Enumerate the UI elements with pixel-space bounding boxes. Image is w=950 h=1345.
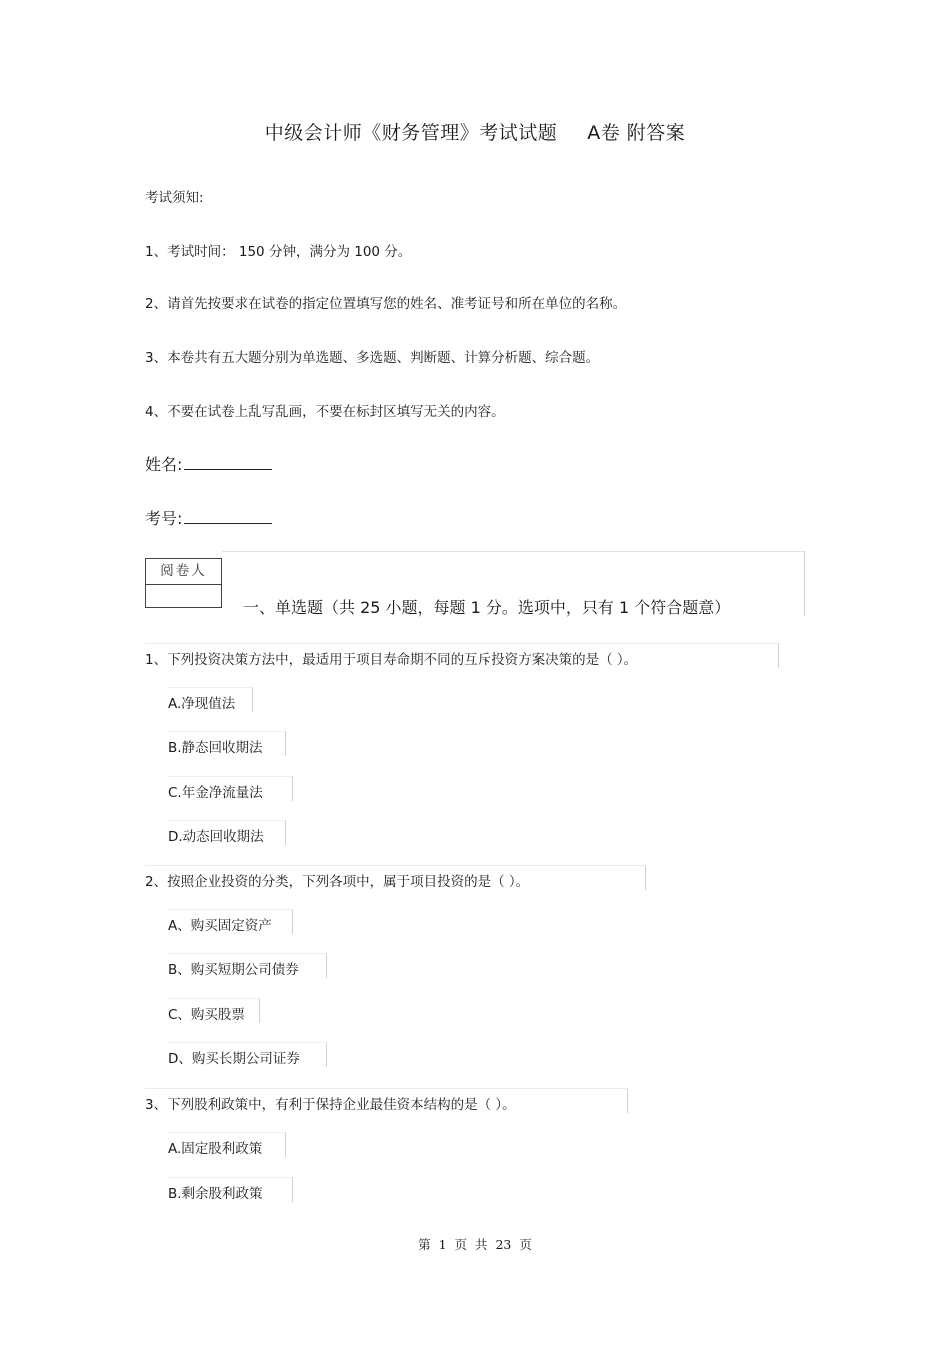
page-footer: 第 1 页 共 23 页 bbox=[418, 1237, 532, 1252]
notice-item: 3、本卷共有五大题分别为单选题、多选题、判断题、计算分析题、综合题。 bbox=[145, 350, 600, 366]
exam-id-label: 考号: bbox=[145, 509, 183, 528]
option-item[interactable]: A、购买固定资产 bbox=[168, 918, 272, 934]
notice-item: 1、考试时间： 150 分钟，满分为 100 分。 bbox=[145, 244, 412, 260]
section-title: 一、单选题（共 25 小题，每题 1 分。选项中，只有 1 个符合题意） bbox=[243, 598, 731, 617]
name-input-line[interactable] bbox=[184, 453, 272, 470]
name-field bbox=[145, 452, 272, 475]
option-item[interactable]: C.年金净流量法 bbox=[168, 785, 263, 801]
question-text: 2、按照企业投资的分类，下列各项中，属于项目投资的是（ ）。 bbox=[145, 874, 530, 890]
option-item[interactable]: B.静态回收期法 bbox=[168, 740, 263, 756]
option-item[interactable]: D、购买长期公司证券 bbox=[168, 1051, 300, 1067]
title-main: 中级会计师《财务管理》考试试题 bbox=[264, 122, 558, 144]
question-text: 3、下列股利政策中，有利于保持企业最佳资本结构的是（ ）。 bbox=[145, 1097, 516, 1113]
exam-id-field bbox=[145, 506, 272, 529]
title-version: A卷 bbox=[587, 122, 621, 144]
notice-item: 4、不要在试卷上乱写乱画，不要在标封区填写无关的内容。 bbox=[145, 404, 505, 420]
question-text: 1、下列投资决策方法中，最适用于项目寿命期不同的互斥投资方案决策的是（ ）。 bbox=[145, 652, 638, 668]
option-item[interactable]: A.固定股利政策 bbox=[168, 1141, 263, 1157]
option-item[interactable]: A.净现值法 bbox=[168, 696, 236, 712]
name-label: 姓名: bbox=[145, 455, 183, 474]
notice-heading: 考试须知: bbox=[145, 190, 204, 206]
grader-label: 阅卷人 bbox=[146, 559, 221, 585]
exam-id-input-line[interactable] bbox=[184, 507, 272, 524]
notice-item: 2、请首先按要求在试卷的指定位置填写您的姓名、准考证号和所在单位的名称。 bbox=[145, 296, 627, 312]
title-suffix: 附答案 bbox=[626, 122, 686, 144]
option-item[interactable]: D.动态回收期法 bbox=[168, 829, 264, 845]
page-title bbox=[0, 118, 950, 145]
grader-box bbox=[145, 558, 222, 608]
option-item[interactable]: B.剩余股利政策 bbox=[168, 1186, 263, 1202]
option-item[interactable]: C、购买股票 bbox=[168, 1007, 245, 1023]
option-item[interactable]: B、购买短期公司债券 bbox=[168, 962, 299, 978]
